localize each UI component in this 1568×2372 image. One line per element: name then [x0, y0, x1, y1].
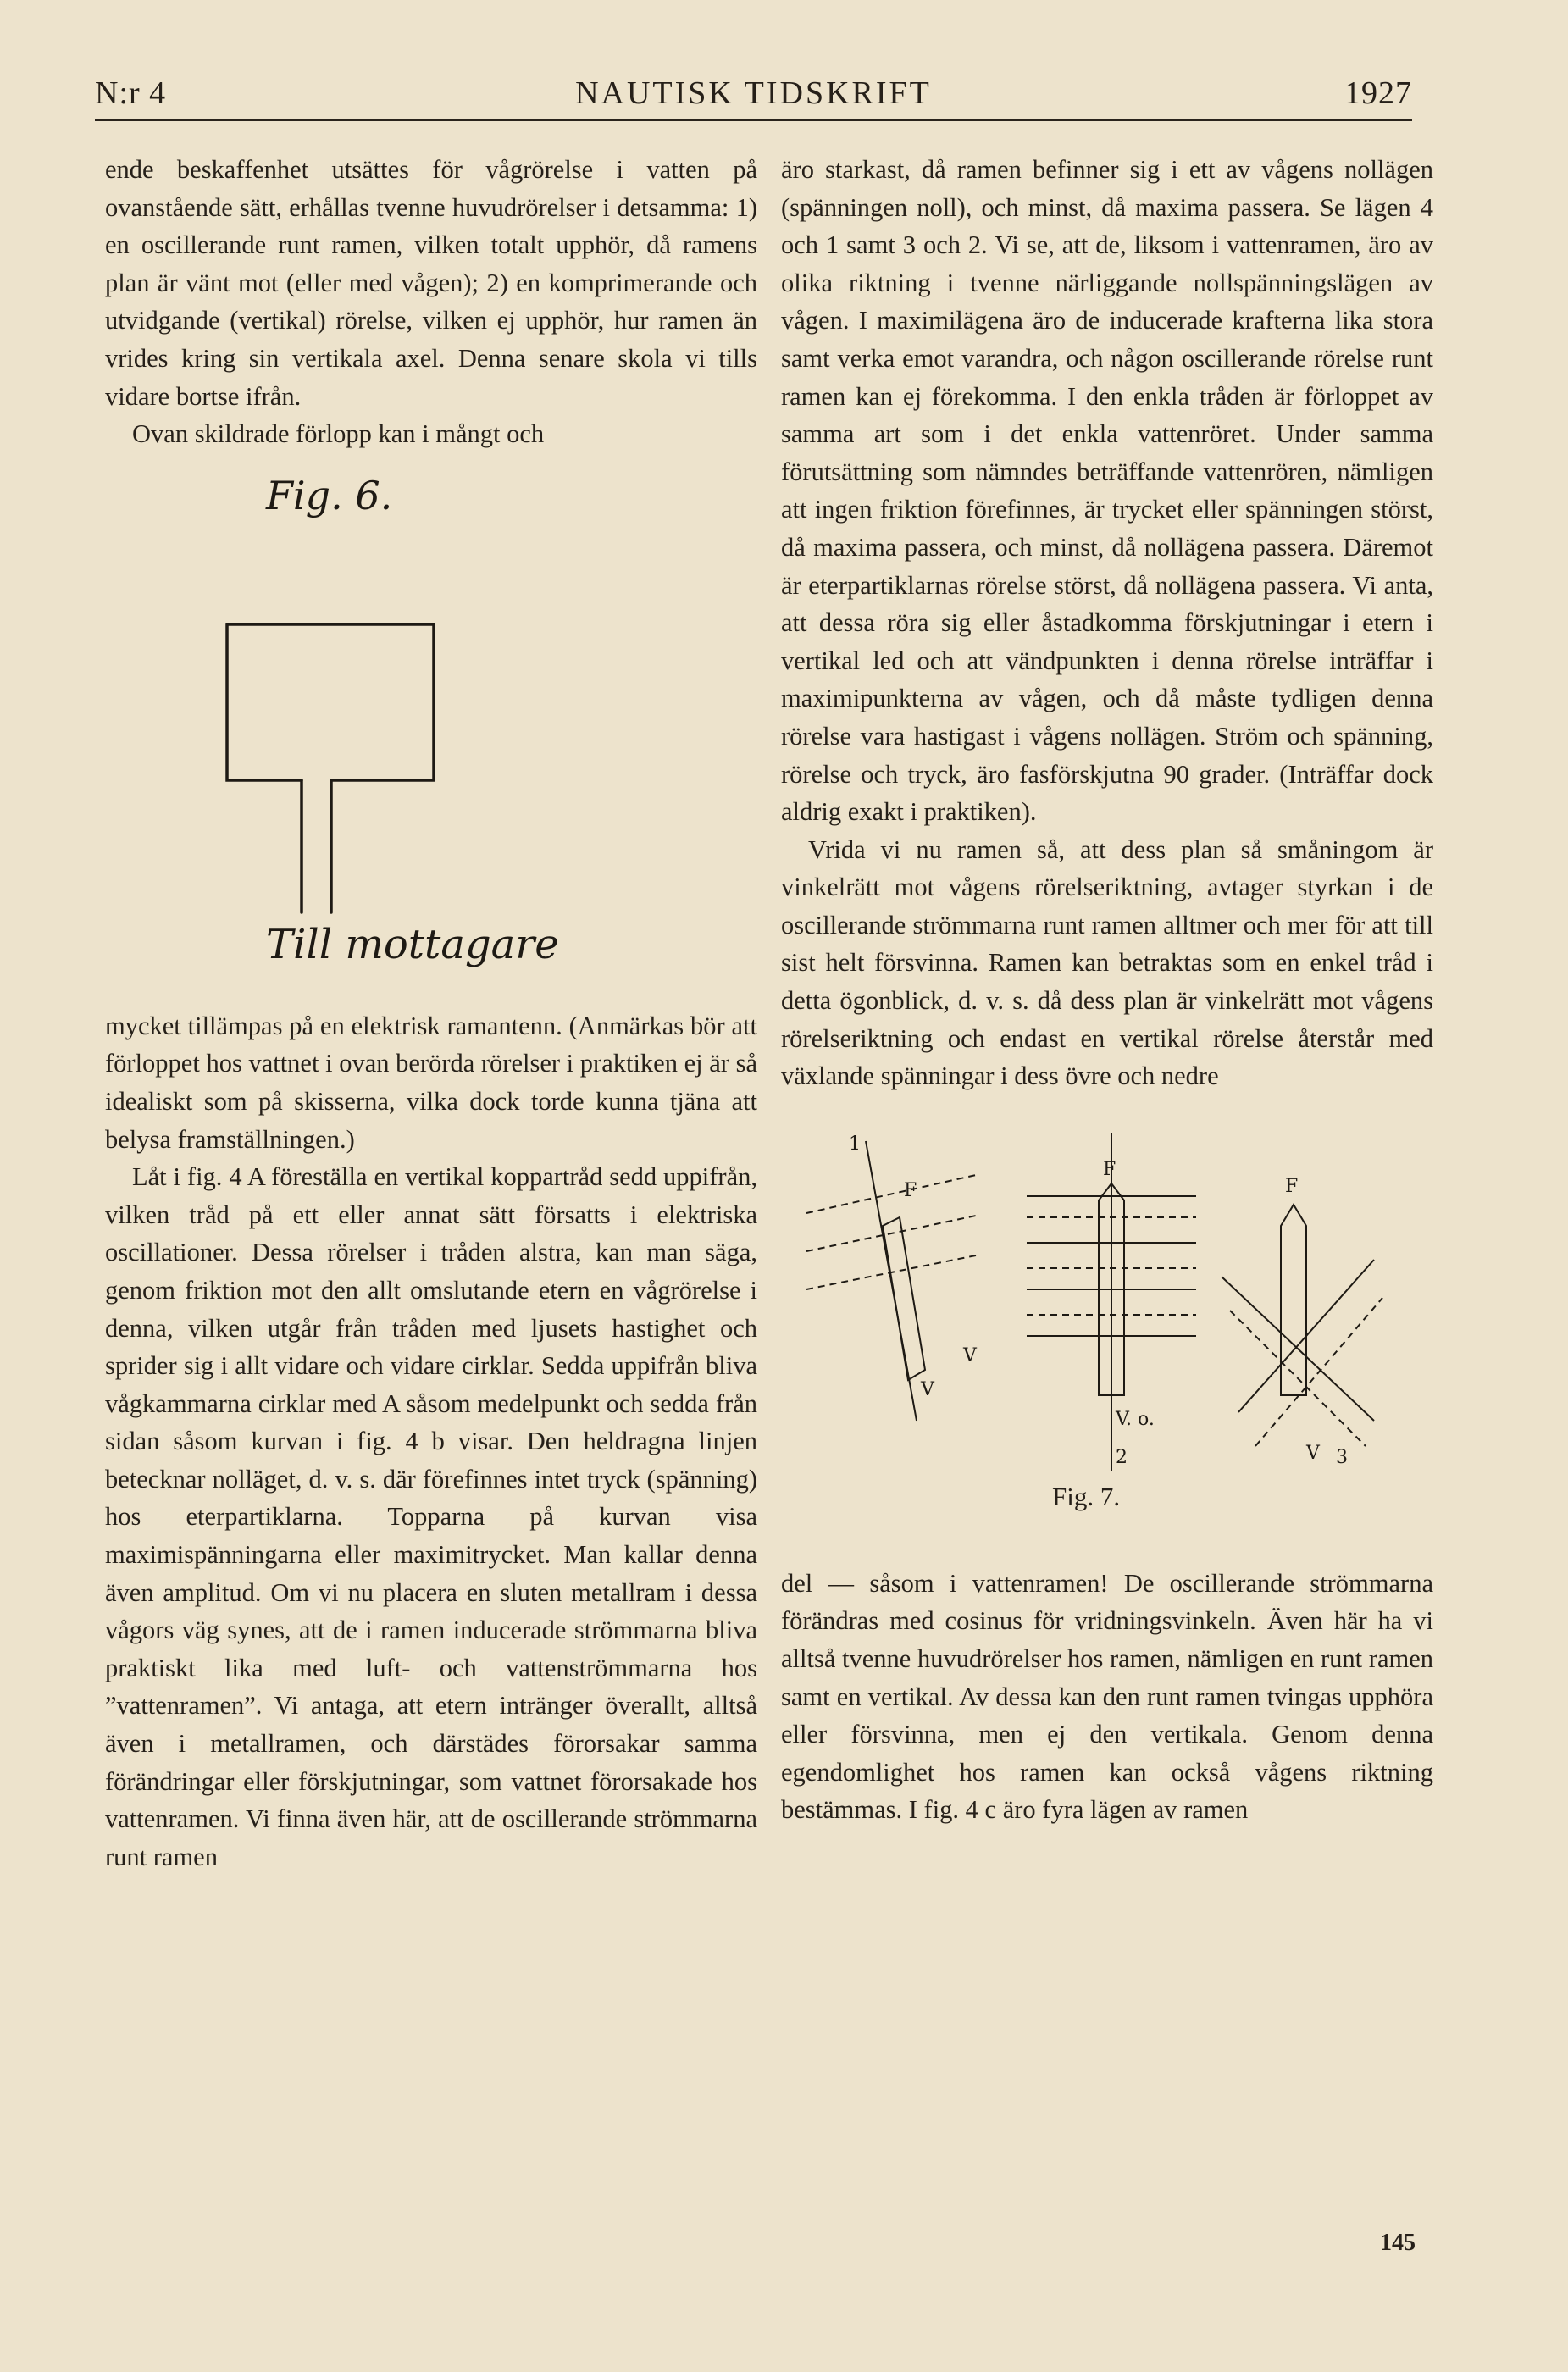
figure-7-caption: Fig. 7.: [1052, 1481, 1121, 1511]
right-column: [781, 151, 1433, 1829]
figure-6-title: Fig. 6.: [266, 472, 393, 518]
journal-title: NAUTISK TIDSKRIFT: [575, 75, 932, 111]
frame-antenna-loop: [227, 624, 434, 780]
left-paragraph-2: Ovan skildrade förlopp kan i mångt och: [132, 419, 545, 449]
right-paragraph-2: Vrida vi nu ramen så, att dess plan så småningom är vinkelrätt mot vågens rörelseriktning, avtager styrkan i de oscillerande strömmarna runt ramen alltmer och mer för att till sist helt försvinna. Ramen kan betraktas som en enkel tråd i detta ögonblick, d. v. s. då dess plan är vinkelrätt mot vågens rörelseriktning och endast en vertikal rörelse återstår med växlande spänningar i dess övre och nedre: [781, 834, 1433, 1091]
right-paragraph-1: äro starkast, då ramen befinner sig i ett av vågens nollägen (spänningen noll), och minst, då maxima passera. Se lägen 4 och 1 samt 3 och 2. Vi se, att de, liksom i vattenramen, äro av olika riktning i tvenne närliggande nollspänningslägen av vågen. I maximilägena äro de inducerade krafterna lika stora samt verka emot varandra, och någon oscillerande rörelse runt ramen kan ej förekomma. I den enkla tråden är förloppet av samma art som i det enkla vattenröret. Under samma förutsättning som nämndes beträffande vattenrören, nämligen att ingen friktion förefinnes, är trycket eller spänningen störst, då maxima passera, och minst, då nollägena passera. Däremot är eterpartiklarnas rörelse störst, då nollägena passera. Vi anta, att dessa röra sig eller åstadkomma förskjutningar i etern i vertikal led och att vändpunkten i denna rörelse inträffar i maximipunkterna av vågen, och då måste tydligen denna rörelse vara hastigast i vågens nollägen. Ström och spänning, rörelse och tryck, äro fasförskjutna 90 grader. (Inträffar dock aldrig exakt i praktiken).: [781, 155, 1433, 827]
fig7-label-1: 1: [849, 1133, 861, 1155]
frame-1-line-a: [806, 1175, 976, 1213]
frame-3-line-a: [1222, 1277, 1374, 1421]
year: 1927: [1344, 75, 1412, 111]
left-paragraph-4: Låt i fig. 4 A föreställa en vertikal koppartråd sedd uppifrån, vilken tråd på ett eller annat sätt försatts i elektriska oscillationer. Dessa rörelser i tråden alstra, kan man säga, genom friktion mot den allt omslutande etern en vågrörelse i denna, vilken utgår från tråden med ljusets hastighet och sprider sig i allt vidare och vidare cirklar. Sedda uppifrån bliva vågkammarna cirklar med A såsom medelpunkt och sedda från sidan såsom kurvan i fig. 4 b visar. Den heldragna linjen betecknar nolläget, d. v. s. där förefinnes intet tryck (spänning) hos eterpartiklarna. Topparna på kurvan visa maximispänningarna eller maximitrycket. Man kallar denna även amplitud. Om vi nu placera en sluten metallram i dessa vågors väg synes, att de i ramen inducerade strömmarna bliva praktiskt lika med luft- och vattenströmmarna hos ”vattenramen”. Vi antaga, att etern intränger överallt, alltså även i metallramen, och därstädes förorsakar samma förändringar eller förskjutningar, som vattnet förorsakade hos vattenramen. Vi finna även här, att de oscillerande strömmarna runt ramen: [105, 1162, 757, 1871]
right-paragraph-3: del — såsom i vattenramen! De oscillerande strömmarna förändras med cosinus för vridningsvinkeln. Även här ha vi alltså tvenne huvudrörelser hos ramen, nämligen en runt ramen samt en vertikal. Av dessa kan den runt ramen tvingas upphöra eller försvinna, men ej den vertikala. Genom denna egendomlighet hos ramen kan också vågens riktning bestämmas. I fig. 4 c äro fyra lägen av ramen: [781, 1568, 1433, 1825]
frame-1-outline: [883, 1217, 925, 1380]
figure-6: [105, 458, 757, 1000]
fig7-label-v3: V: [1306, 1442, 1320, 1464]
figure-7: [781, 1116, 1433, 1539]
left-paragraph-1: ende beskaffenhet utsättes för vågrörelse i vatten på ovanstående sätt, erhållas tvenne huvudrörelser i detsamma: 1) en oscillerande runt ramen, vilken totalt upphör, då ramens plan är vänt mot (eller med vågen); 2) en komprimerande och utvidgande (vertikal) rörelse, vilken ej upphör, hur ramen än vrides kring sin vertikala axel. Denna senare skola vi tills vidare bortse ifrån.: [105, 155, 757, 411]
left-paragraph-3: mycket tillämpas på en elektrisk ramantenn. (Anmärkas bör att förloppet hos vattnet i ovan berörda rörelser i praktiken ej är så idealiskt som på skisserna, vilka dock torde kunna tjäna att belysa framställningen.): [105, 1011, 757, 1154]
page-number: 145: [1380, 2230, 1416, 2256]
left-column: [105, 151, 757, 1876]
frame-3-outline: [1281, 1205, 1306, 1395]
fig7-label-v1: V: [921, 1378, 934, 1400]
frame-3-line-c: [1230, 1311, 1366, 1446]
figure-6-drawing: [105, 458, 757, 1000]
fig7-label-3: 3: [1336, 1446, 1348, 1468]
fig7-label-f3: F: [1285, 1175, 1299, 1197]
figure-6-caption: Till mottagare: [266, 920, 559, 968]
figure-7-drawing: [781, 1116, 1433, 1471]
page-header: [95, 75, 1412, 119]
fig7-label-2: 2: [1116, 1446, 1128, 1468]
header-rule: [95, 119, 1412, 121]
issue-number: N:r 4: [95, 75, 167, 111]
fig7-label-f1: F: [904, 1179, 917, 1201]
fig7-label-vo: V. o.: [1116, 1408, 1155, 1430]
fig7-label-v2: V: [963, 1344, 977, 1366]
fig7-label-f2: F: [1103, 1158, 1116, 1180]
